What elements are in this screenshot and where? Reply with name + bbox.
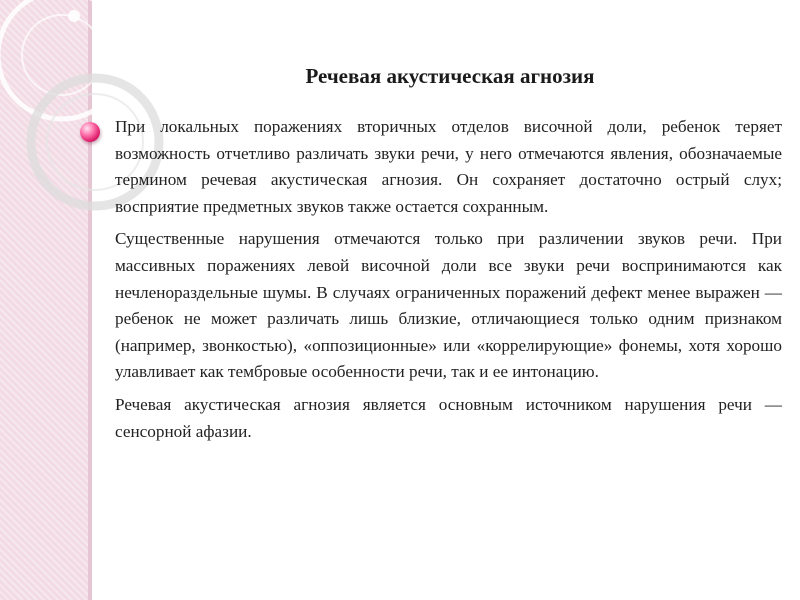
- slide-title: Речевая акустическая агнозия: [305, 64, 595, 88]
- paragraph: Речевая акустическая агнозия является основным источником нарушения речи — сенсорной афазии.: [115, 394, 782, 441]
- bullet-icon: [80, 122, 100, 142]
- paragraph: При локальных поражениях вторичных отделов височной доли, ребенок теряет возможность отчетливо различать звуки речи, у него отмечаются явления, обозначаемые термином речевая акустическая агнозия. Он сохраняет достаточно острый слух; восприятие предметных звуков также остается сохранным.: [115, 117, 782, 216]
- paragraph: Существенные нарушения отмечаются только при различении звуков речи. При массивных поражениях левой височной доли все звуки речи воспринимаются как нечленораздельные шумы. В случаях ограниченных поражений дефект менее выражен — ребенок не может различать лишь близкие, отличающиеся только одним признаком (например, звонкостью), «оппозиционные» или «коррелирующие» фонемы, хотя хорошо улавливает как тембровые особенности речи, так и ее интонацию.: [115, 229, 782, 382]
- slide-body: [115, 114, 782, 451]
